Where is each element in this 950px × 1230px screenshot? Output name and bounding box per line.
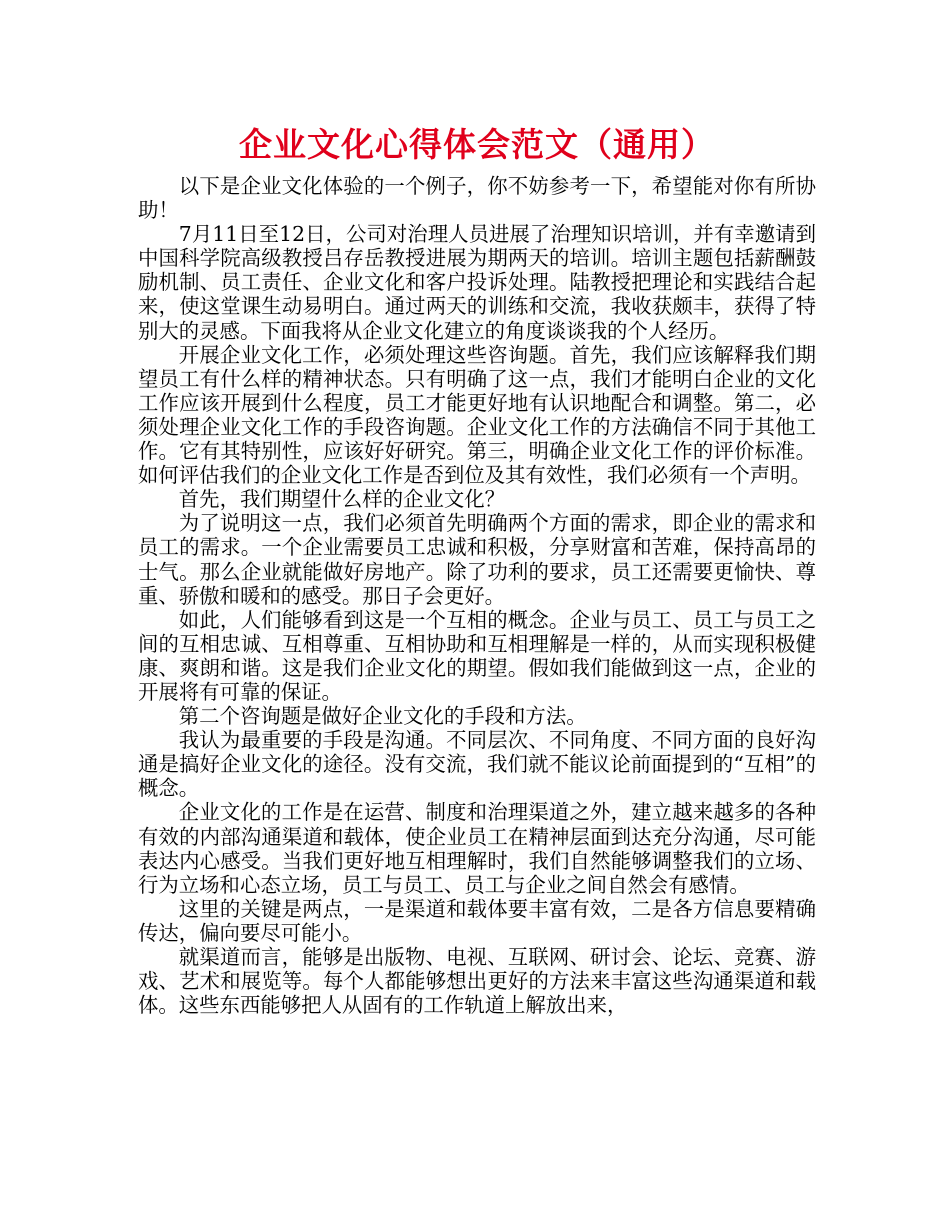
- paragraph-channels: 企业文化的工作是在运营、制度和治理渠道之外，建立越来越多的各种有效的内部沟通渠道和载体，使企业员工在精神层面到达充分沟通，尽可能表达内心感受。当我们更好地互相理解时，我们自然能够调整我们的立场、行为立场和心态立场，员工与员工、员工与企业之间自然会有感情。: [138, 800, 816, 897]
- paragraph-mutual: 如此，人们能够看到这是一个互相的概念。企业与员工、员工与员工之间的互相忠诚、互相尊重、互相协助和互相理解是一样的，从而实现积极健康、爽朗和谐。这是我们企业文化的期望。假如我们能做到这一点，企业的开展将有可靠的保证。: [138, 607, 816, 704]
- paragraph-training: 7月11日至12日，公司对治理人员进展了治理知识培训，并有幸邀请到中国科学院高级教授吕存岳教授进展为期两天的培训。培训主题包括薪酬鼓励机制、员工责任、企业文化和客户投诉处理。陆教授把理论和实践结合起来，使这堂课生动易明白。通过两天的训练和交流，我收获颇丰，获得了特别大的灵感。下面我将从企业文化建立的角度谈谈我的个人经历。: [138, 222, 816, 343]
- paragraph-question-two: 第二个咨询题是做好企业文化的手段和方法。: [178, 704, 587, 729]
- paragraph-issues: 开展企业文化工作，必须处理这些咨询题。首先，我们应该解释我们期望员工有什么样的精神状态。只有明确了这一点，我们才能明白企业的文化工作应该开展到什么程度，员工才能更好地有认识地配合和调整。第二，必须处理企业文化工作的手段咨询题。企业文化工作的方法确信不同于其他工作。它有其特别性，应该好好研究。第三，明确企业文化工作的评价标准。如何评估我们的企业文化工作是否到位及其有效性，我们必须有一个声明。: [138, 342, 816, 488]
- paragraph-communication: 我认为最重要的手段是沟通。不同层次、不同角度、不同方面的良好沟通是搞好企业文化的途径。没有交流，我们就不能议论前面提到的“互相”的概念。: [138, 728, 816, 801]
- paragraph-question-one: 首先，我们期望什么样的企业文化？: [178, 487, 506, 512]
- paragraph-channel-types: 就渠道而言，能够是出版物、电视、互联网、研讨会、论坛、竞赛、游戏、艺术和展览等。每个人都能够想出更好的方法来丰富这些沟通渠道和载体。这些东西能够把人从固有的工作轨道上解放出来，: [138, 945, 816, 1018]
- paragraph-intro: 以下是企业文化体验的一个例子，你不妨参考一下，希望能对你有所协助！: [138, 174, 816, 223]
- paragraph-needs: 为了说明这一点，我们必须首先明确两个方面的需求，即企业的需求和员工的需求。一个企业需要员工忠诚和积极，分享财富和苦难，保持高昂的士气。那么企业就能做好房地产。除了功利的要求，员工还需要更愉快、尊重、骄傲和暖和的感受。那日子会更好。: [138, 511, 816, 608]
- paragraph-key-points: 这里的关键是两点，一是渠道和载体要丰富有效，二是各方信息要精确传达，偏向要尽可能小。: [138, 896, 816, 945]
- document-title: 企业文化心得体会范文（通用）: [239, 125, 715, 164]
- document-page: [138, 118, 816, 1017]
